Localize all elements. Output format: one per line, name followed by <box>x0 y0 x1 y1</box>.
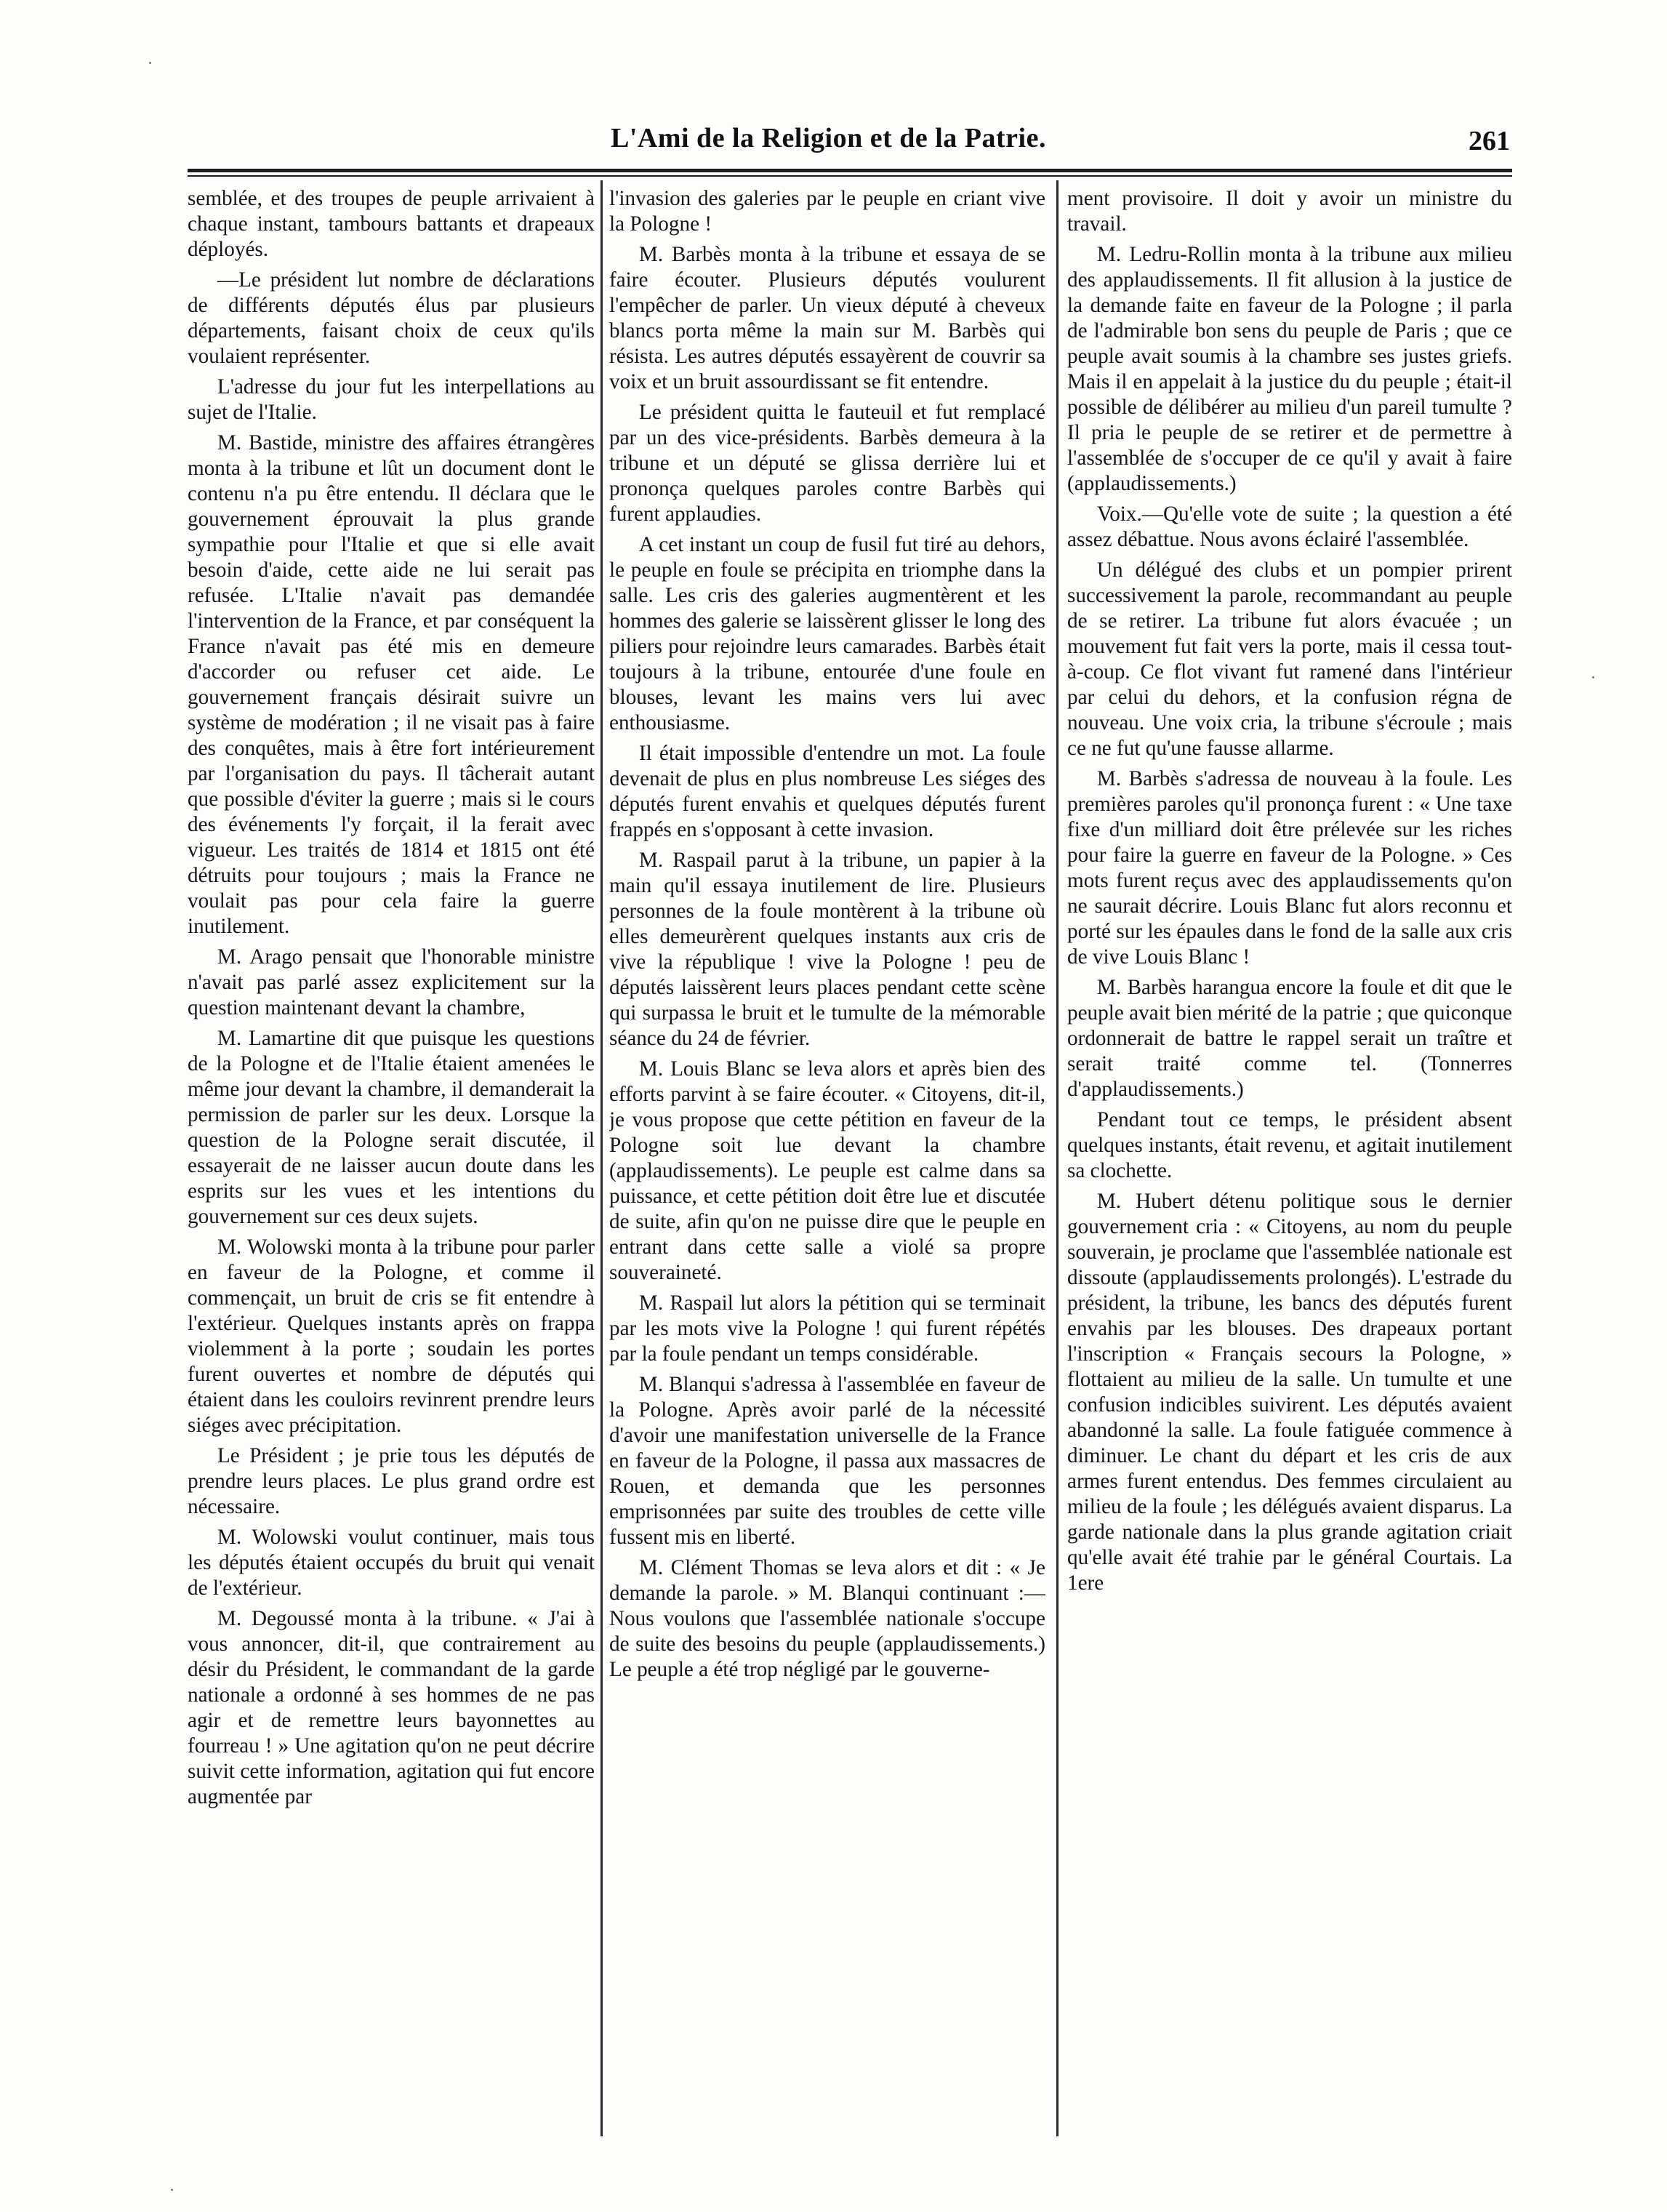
paragraph: M. Blanqui s'adressa à l'assemblée en faveur de la Pologne. Après avoir parlé de la nécessité d'avoir une manifestation universelle de la France en faveur de la Pologne, il passa aux massacres de Rouen, et demanda que les personnes emprisonnées par suite des troubles de cette ville fussent mis en liberté. <box>609 1373 1045 1549</box>
paragraph: M. Raspail lut alors la pétition qui se terminait par les mots vive la Pologne ! qui furent répétés par la foule pendant un temps considérable. <box>609 1291 1045 1366</box>
paragraph: M. Lamartine dit que puisque les questions de la Pologne et de l'Italie étaient amenées le même jour devant la chambre, il demanderait la permission de parler sur les deux. Lorsque la question de la Pologne serait discutée, il essayerait de ne laisser aucun doute dans les esprits sur les vues et les intentions du gouvernement sur ces deux sujets. <box>188 1027 595 1228</box>
column-divider <box>600 180 603 2136</box>
paragraph: M. Degoussé monta à la tribune. « J'ai à vous annoncer, dit-il, que contrairement au désir du Président, le commandant de la garde nationale a ordonné à ses hommes de ne pas agir et de remettre leurs bayonnettes au fourreau ! » Une agitation qu'on ne peut décrire suivit cette information, agitation qui fut encore augmentée par <box>188 1607 595 1808</box>
paragraph: M. Wolowski monta à la tribune pour parler en faveur de la Pologne, et comme il commençait, un bruit de cris se fit entendre à l'extérieur. Quelques instants après on frappa violemment à la porte ; soudain les portes furent ouvertes et nombre de députés qui étaient dans les couloirs revinrent prendre leurs siéges avec précipitation. <box>188 1235 595 1437</box>
column-3 <box>1067 186 1512 2142</box>
paragraph: A cet instant un coup de fusil fut tiré au dehors, le peuple en foule se précipita en triomphe dans la salle. Les cris des galeries augmentèrent et les hommes des galerie se laissèrent glisser le long des piliers pour rejoindre leurs camarades. Barbès était toujours à la tribune, entourée d'une foule en blouses, levant les mains vers lui avec enthousiasme. <box>609 533 1045 734</box>
column-divider <box>1056 180 1059 2136</box>
paragraph: M. Clément Thomas se leva alors et dit : « Je demande la parole. » M. Blanqui continuant :—Nous voulons que l'assemblée nationale s'occupe de suite des besoins du peuple (applaudissements.) Le peuple a été trop négligé par le gouverne- <box>609 1556 1045 1681</box>
paragraph: M. Raspail parut à la tribune, un papier à la main qu'il essaya inutilement de lire. Plusieurs personnes de la foule montèrent à la tribune où elles demeurèrent quelques instants aux cris de vive la république ! vive la Pologne ! peu de députés laissèrent leurs places pendant cette scène qui surpassa le bruit et le tumulte de la mémorable séance du 24 de février. <box>609 849 1045 1050</box>
column-1 <box>188 186 595 2142</box>
paragraph: M. Bastide, ministre des affaires étrangères monta à la tribune et lût un document dont le contenu n'a pu être entendu. Il déclara que le gouvernement éprouvait la plus grande sympathie pour l'Italie et que si elle avait besoin d'aide, cette aide ne lui serait pas refusée. L'Italie n'avait pas demandée l'intervention de la France, et par conséquent la France n'avait pas été mis en demeure d'accorder ou refuser cet aide. Le gouvernement français désirait suivre un système de modération ; il ne visait pas à faire des conquêtes, mais à être fort intérieurement par l'organisation du pays. Il tâcherait autant que possible d'éviter la guerre ; mais si le cours des événements l'y forçait, il la ferait avec vigueur. Les traités de 1814 et 1815 ont été détruits pour toujours ; mais la France ne voulait pas pour cela faire la guerre inutilement. <box>188 431 595 938</box>
paragraph: M. Ledru-Rollin monta à la tribune aux milieu des applaudissements. Il fit allusion à la justice de la demande faite en faveur de la Pologne ; il parla de l'admirable bon sens du peuple de Paris ; que ce peuple avait soumis à la chambre ses justes griefs. Mais il en appelait à la justice du du peuple ; était-il possible de délibérer au milieu d'un pareil tumulte ? Il pria le peuple de se retirer et de permettre à l'assemblée de s'occuper de ce qu'il y avait à faire (applaudissements.) <box>1067 243 1512 495</box>
paragraph: Le Président ; je prie tous les députés de prendre leurs places. Le plus grand ordre est nécessaire. <box>188 1444 595 1518</box>
paragraph: M. Hubert détenu politique sous le dernier gouvernement cria : « Citoyens, au nom du peuple souverain, je proclame que l'assemblée nationale est dissoute (applaudissements prolongés). L'estrade du président, la tribune, les bancs des députés furent envahis par les blouses. Des drapeaux portant l'inscription « Français secours la Pologne, » flottaient au milieu de la salle. Un tumulte et une confusion indicibles suivirent. Les députés avaient abandonné la salle. La foule fatiguée commence à diminuer. Le chant du départ et les cris de aux armes furent entendus. Des femmes circulaient au milieu de la foule ; les délégués avaient disparus. La garde nationale dans la plus grande agitation criait qu'elle avait été trahie par le général Courtais. La 1ere <box>1067 1190 1512 1595</box>
column-2 <box>609 186 1045 2142</box>
paragraph: Il était impossible d'entendre un mot. La foule devenait de plus en plus nombreuse Les siéges des députés furent envahis et quelques députés furent frappés en s'opposant à cette invasion. <box>609 742 1045 841</box>
page-number: 261 <box>1469 126 1510 156</box>
running-title: L'Ami de la Religion et de la Patrie. <box>611 123 1046 153</box>
paragraph: L'adresse du jour fut les interpellations au sujet de l'Italie. <box>188 375 595 424</box>
print-speck <box>1592 676 1594 678</box>
paragraph: M. Louis Blanc se leva alors et après bien des efforts parvint à se faire écouter. « Citoyens, dit-il, je vous propose que cette pétition en faveur de la Pologne soit lue devant la chambre (applaudissements). Le peuple est calme dans sa puissance, et cette pétition doit être lue et discutée de suite, afin qu'on ne puisse dire que le peuple en entrant dans cette salle a violé sa propre souveraineté. <box>609 1057 1045 1284</box>
paragraph: M. Arago pensait que l'honorable ministre n'avait pas parlé assez explicitement sur la question maintenant devant la chambre, <box>188 945 595 1019</box>
paragraph: Pendant tout ce temps, le président absent quelques instants, était revenu, et agitait inutilement sa clochette. <box>1067 1108 1512 1182</box>
paragraph: ment provisoire. Il doit y avoir un ministre du travail. <box>1067 187 1512 236</box>
paragraph: M. Barbès harangua encore la foule et dit que le peuple avait bien mérité de la patrie ; que quiconque ordonnerait de battre le rappel serait un traître et serait traité comme tel. (Tonnerres d'applaudissements.) <box>1067 976 1512 1101</box>
print-speck <box>149 62 151 64</box>
paragraph: Le président quitta le fauteuil et fut remplacé par un des vice-présidents. Barbès demeura à la tribune et un député se glissa derrière lui et prononça quelques paroles contre Barbès qui furent applaudies. <box>609 401 1045 526</box>
paragraph: —Le président lut nombre de déclarations de différents députés élus par plusieurs départements, faisant choix de ceux qu'ils voulaient représenter. <box>188 268 595 368</box>
paragraph: Un délégué des clubs et un pompier prirent successivement la parole, recommandant au peuple de se retirer. La tribune fut alors évacuée ; un mouvement fut fait vers la porte, mais il cessa tout-à-coup. Ce flot vivant fut ramené dans l'intérieur par celui du dehors, et la confusion régna de nouveau. Une voix cria, la tribune s'écroule ; mais ce ne fut qu'une fausse allarme. <box>1067 558 1512 760</box>
paragraph: M. Barbès s'adressa de nouveau à la foule. Les premières paroles qu'il prononça furent : « Une taxe fixe d'un milliard doit être prélevée sur les riches pour faire la guerre en faveur de la Pologne. » Ces mots furent reçus avec des applaudissements qu'on ne saurait décrire. Louis Blanc fut alors reconnu et porté sur les épaules dans le fond de la salle aux cris de vive Louis Blanc ! <box>1067 767 1512 969</box>
paragraph: M. Wolowski voulut continuer, mais tous les députés étaient occupés du bruit qui venait de l'extérieur. <box>188 1526 595 1600</box>
paragraph: Voix.—Qu'elle vote de suite ; la question a été assez débattue. Nous avons éclairé l'assemblée. <box>1067 502 1512 551</box>
paragraph: M. Barbès monta à la tribune et essaya de se faire écouter. Plusieurs députés voulurent l'empêcher de parler. Un vieux député à cheveux blancs porta même la main sur M. Barbès qui résista. Les autres députés essayèrent de couvrir sa voix et un bruit assourdissant se fit entendre. <box>609 243 1045 393</box>
paragraph: semblée, et des troupes de peuple arrivaient à chaque instant, tambours battants et drapeaux déployés. <box>188 187 595 261</box>
paragraph: l'invasion des galeries par le peuple en criant vive la Pologne ! <box>609 187 1045 236</box>
print-speck <box>171 2189 173 2191</box>
header-rule <box>188 169 1512 172</box>
header-rule-thin <box>188 175 1512 177</box>
